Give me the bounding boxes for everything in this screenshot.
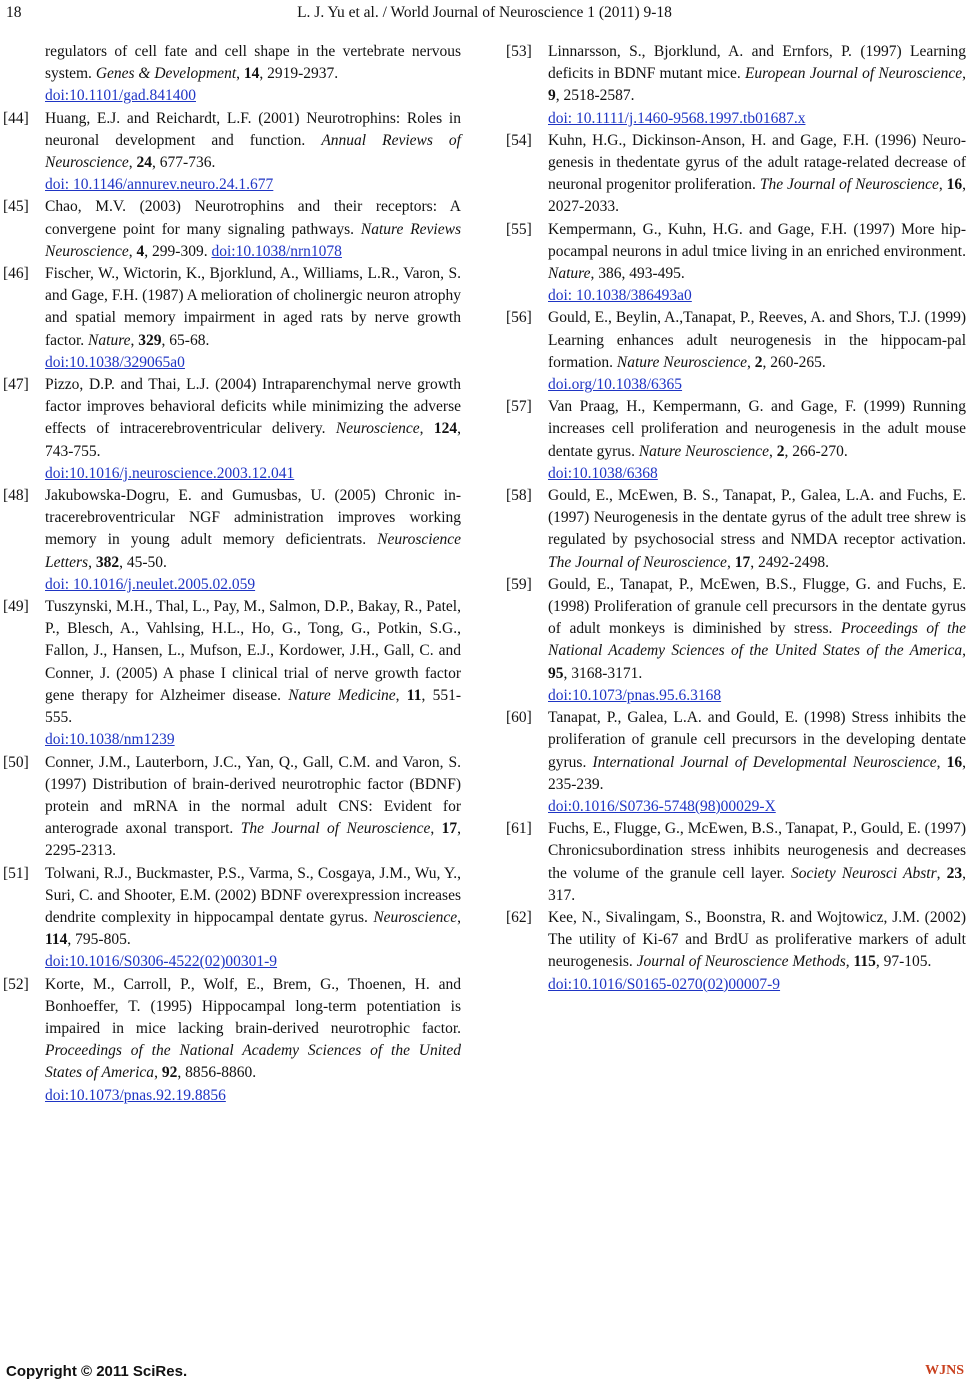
reference-volume: 92 bbox=[161, 1064, 178, 1082]
reference-journal: European Journal of Neuroscience bbox=[744, 65, 963, 83]
reference-citation: Fischer, W., Wictorin, K., Bjorklund, A., Williams, L.R., Varon, S. and Gage, F.H. (1987) A melioration of cholinergic neuron atrophy and spatial memory impairment in aged rats by nerve growth factor. bbox=[45, 265, 461, 349]
reference-pages: , 45-50. bbox=[119, 553, 167, 571]
reference-entry bbox=[3, 752, 462, 863]
reference-journal: Society Neurosci Abstr bbox=[790, 864, 937, 882]
reference-citation: Kee, N., Sivalingam, S., Boonstra, R. and Wojtowicz, J.M. (2002) The utility of Ki-67 and BrdU as proliferative markers of adult neurogenesis. bbox=[548, 908, 966, 971]
reference-citation: Gould, E., McEwen, B. S., Tanapat, P., Galea, L.A. and Fuchs, E. (1997) Neurogenesis in the dentate gyrus of the adult tree shrew is regulated by psychosocial stress and NMDA receptor activation. bbox=[548, 487, 966, 549]
copyright-notice: Copyright © 2011 SciRes. bbox=[6, 1363, 188, 1380]
reference-number: [58] bbox=[506, 487, 532, 505]
reference-text bbox=[45, 598, 461, 726]
reference-separator: , bbox=[962, 642, 966, 660]
reference-pages: , 299-309. bbox=[144, 242, 212, 260]
reference-journal: Journal of Neuroscience Methods bbox=[636, 953, 846, 971]
reference-volume: 24 bbox=[136, 154, 153, 172]
reference-citation: Korte, M., Carroll, P., Wolf, E., Brem, G., Thoenen, H. and Bonhoeffer, T. (1995) Hippocampal long-term potentiation is impaired in mice lacking brain-derived neurotrophic factor. bbox=[45, 975, 461, 1037]
reference-entry bbox=[506, 907, 966, 996]
reference-journal: Proceedings of the National Academy Sciences of the United States of America bbox=[45, 1042, 461, 1082]
reference-pages: , 2518-2587. bbox=[555, 87, 635, 105]
reference-citation: Kuhn, H.G., Dickinson-Anson, H. and Gage, F.H. (1996) Neuro-genesis in thedentate gyrus of the adult ratage-related decrease of neuronal progenitor proliferation. bbox=[548, 131, 966, 194]
reference-entry bbox=[506, 307, 966, 396]
reference-separator: , bbox=[130, 331, 139, 349]
reference-volume: 382 bbox=[95, 553, 120, 571]
reference-text bbox=[548, 309, 966, 370]
reference-text bbox=[548, 43, 966, 104]
reference-entry bbox=[506, 130, 967, 219]
reference-pages: , 677-736. bbox=[152, 154, 216, 172]
reference-number: [56] bbox=[506, 309, 532, 327]
reference-volume: 2 bbox=[754, 353, 763, 371]
reference-number: [51] bbox=[3, 864, 29, 882]
reference-pages: , 260-265. bbox=[762, 353, 826, 371]
page-number: 18 bbox=[6, 4, 22, 21]
reference-citation: Fuchs, E., Flugge, G., McEwen, B.S., Tanapat, P., Gould, E. (1997) Chronicsubordination stress inhibits neurogenesis and decreases the volume of the granule cell layer. bbox=[548, 820, 966, 882]
reference-separator: , bbox=[845, 953, 854, 971]
reference-text bbox=[548, 487, 966, 571]
doi-link[interactable]: doi:10.1038/nm1239 bbox=[45, 731, 175, 749]
reference-journal: The Journal of Neuroscience bbox=[759, 176, 939, 194]
reference-entry bbox=[3, 196, 461, 263]
reference-text bbox=[45, 865, 461, 949]
doi-link[interactable]: doi:0.1016/S0736-5748(98)00029-X bbox=[548, 797, 776, 815]
reference-separator: , bbox=[128, 154, 137, 172]
reference-text bbox=[548, 221, 966, 282]
reference-separator: , bbox=[938, 176, 947, 194]
reference-text bbox=[45, 198, 461, 259]
journal-abbreviation: WJNS bbox=[925, 1363, 964, 1378]
reference-text bbox=[45, 110, 461, 171]
reference-number: [50] bbox=[3, 753, 29, 771]
reference-journal: Genes & Development bbox=[95, 65, 237, 83]
reference-entry bbox=[506, 396, 966, 485]
reference-entry bbox=[506, 485, 966, 574]
reference-citation: Gould, E., Tanapat, P., McEwen, B.S., Flugge, G. and Fuchs, E. (1998) Proliferation of granule cell precursors in the dentate gyrus of adult monkeys is diminished by stress. bbox=[548, 575, 966, 638]
reference-number: [57] bbox=[506, 398, 532, 416]
reference-journal: Neuroscience bbox=[335, 420, 420, 438]
reference-pages: , 551-555. bbox=[45, 686, 461, 727]
reference-volume: 17 bbox=[734, 553, 751, 571]
running-head: L. J. Yu et al. / World Journal of Neuroscience 1 (2011) 9-18 bbox=[297, 4, 672, 21]
reference-volume: 329 bbox=[138, 331, 162, 349]
reference-entry bbox=[506, 707, 966, 818]
doi-link[interactable]: doi: 10.1111/j.1460-9568.1997.tb01687.x bbox=[548, 109, 806, 127]
reference-journal: International Journal of Developmental Neuroscience bbox=[592, 753, 937, 771]
reference-volume: 16 bbox=[946, 753, 963, 771]
reference-volume: 17 bbox=[441, 820, 458, 838]
reference-text bbox=[45, 376, 461, 460]
reference-text bbox=[548, 709, 966, 793]
reference-volume: 95 bbox=[548, 664, 564, 682]
reference-journal: Nature Neuroscience bbox=[638, 442, 769, 460]
reference-pages: , 266-270. bbox=[784, 442, 848, 460]
reference-citation: Gould, E., Beylin, A.,Tanapat, P., Reeves, A. and Shors, T.J. (1999) Learning enhances adult neurogenesis in the hippocam-pal formation. bbox=[548, 309, 966, 371]
reference-number: [48] bbox=[3, 487, 29, 505]
reference-separator: , bbox=[747, 353, 755, 371]
reference-journal: The Journal of Neuroscience bbox=[548, 553, 727, 571]
reference-pages: , 795-805. bbox=[67, 931, 131, 949]
reference-separator: , bbox=[128, 242, 137, 260]
reference-number: [47] bbox=[3, 376, 29, 394]
reference-number: [53] bbox=[506, 43, 532, 60]
reference-separator: , bbox=[236, 65, 244, 83]
reference-entry bbox=[3, 974, 461, 1107]
reference-pages: , 3168-3171. bbox=[563, 664, 643, 682]
reference-text bbox=[45, 976, 461, 1082]
reference-number: [62] bbox=[506, 908, 532, 926]
reference-entry bbox=[3, 108, 461, 197]
reference-text bbox=[45, 487, 461, 571]
reference-citation: Linnarsson, S., Bjorklund, A. and Ernfors, P. (1997) Learning deficits in BDNF mutant mice. bbox=[548, 43, 966, 83]
reference-pages: , 8856-8860. bbox=[177, 1064, 257, 1082]
reference-separator: , bbox=[154, 1064, 162, 1082]
reference-number: [55] bbox=[506, 220, 532, 238]
reference-number: [46] bbox=[3, 265, 29, 283]
doi-link[interactable]: doi:10.1016/S0165-0270(02)00007-9 bbox=[548, 975, 781, 993]
reference-citation: Huang, E.J. and Reichardt, L.F. (2001) Neurotrophins: Roles in neuronal development and function. bbox=[45, 109, 461, 149]
reference-text bbox=[548, 820, 966, 904]
doi-link[interactable]: doi:10.1073/pnas.95.6.3168 bbox=[548, 686, 722, 704]
reference-pages: , 97-105. bbox=[875, 953, 932, 971]
reference-text bbox=[548, 132, 966, 216]
reference-journal: Proceedings of the National Academy Sciences of the United States of the America bbox=[548, 620, 966, 660]
reference-journal: Nature Neuroscience bbox=[616, 353, 748, 371]
reference-citation: Chao, M.V. (2003) Neurotrophins and their receptors: A convergene point for many signaling pathways. bbox=[45, 198, 461, 238]
reference-text bbox=[548, 576, 966, 682]
reference-number: [45] bbox=[3, 198, 29, 216]
reference-pages: , 65-68. bbox=[161, 331, 210, 349]
reference-separator: , bbox=[430, 820, 442, 838]
reference-separator: , bbox=[768, 442, 777, 460]
doi-link[interactable]: doi:10.1038/6368 bbox=[548, 464, 658, 482]
reference-separator: , bbox=[962, 65, 966, 83]
reference-text bbox=[45, 265, 461, 349]
reference-citation: Pizzo, D.P. and Thai, L.J. (2004) Intraparenchymal nerve growth factor improves behavioral deficits while minimizing the adverse effects of intracerebroventricular delivery. bbox=[45, 376, 461, 438]
doi-link[interactable]: doi.org/10.1038/6365 bbox=[548, 376, 683, 394]
doi-link[interactable]: doi: 10.1146/annurev.neuro.24.1.677 bbox=[45, 176, 274, 194]
reference-entry bbox=[506, 219, 966, 308]
reference-number: [44] bbox=[3, 109, 29, 127]
reference-journal: Nature Medicine bbox=[288, 686, 396, 704]
reference-entry bbox=[3, 863, 461, 974]
reference-volume: 23 bbox=[946, 864, 963, 882]
reference-number: [49] bbox=[3, 598, 29, 616]
doi-link[interactable]: doi:10.1073/pnas.92.19.8856 bbox=[45, 1086, 226, 1104]
doi-link[interactable]: doi:10.1038/329065a0 bbox=[45, 353, 185, 371]
doi-link[interactable]: doi:10.1016/j.neuroscience.2003.12.041 bbox=[45, 464, 295, 482]
reference-entry bbox=[3, 374, 461, 485]
reference-journal: Annual Reviews of Neuroscience bbox=[45, 131, 461, 172]
reference-volume: 114 bbox=[45, 931, 68, 949]
reference-journal: Neuroscience Letters bbox=[45, 531, 461, 571]
reference-journal: The Journal of Neuroscience bbox=[240, 820, 431, 838]
reference-separator: , bbox=[936, 864, 947, 882]
reference-volume: 124 bbox=[433, 420, 458, 438]
doi-link[interactable]: doi:10.1101/gad.841400 bbox=[45, 87, 196, 105]
reference-number: [59] bbox=[506, 575, 532, 593]
right-reference-column bbox=[506, 41, 967, 996]
reference-entry bbox=[506, 41, 966, 130]
reference-entry bbox=[506, 818, 967, 907]
reference-entry bbox=[3, 596, 461, 751]
left-reference-column bbox=[3, 41, 462, 1107]
reference-text bbox=[548, 398, 966, 459]
reference-separator: , bbox=[590, 265, 599, 283]
reference-journal: Neuroscience bbox=[373, 908, 458, 926]
reference-pages: , 317. bbox=[548, 864, 967, 904]
reference-volume: 11 bbox=[406, 686, 422, 704]
reference-entry bbox=[3, 485, 461, 596]
reference-citation: Tolwani, R.J., Buckmaster, P.S., Varma, S., Cosgaya, J.M., Wu, Y., Suri, C. and Shooter, E.M. (2002) BDNF overexpression increases dendrite complexity in hippocampal dentate gyrus. bbox=[45, 864, 461, 926]
reference-text bbox=[548, 909, 966, 970]
reference-volume: 115 bbox=[853, 953, 876, 971]
reference-pages: , 2919-2937. bbox=[259, 65, 339, 83]
doi-link[interactable]: doi:10.1016/S0306-4522(02)00301-9 bbox=[45, 953, 278, 971]
reference-text bbox=[45, 754, 461, 860]
reference-journal: Nature bbox=[88, 331, 131, 349]
reference-separator: , bbox=[936, 753, 947, 771]
doi-link[interactable]: doi: 10.1016/j.neulet.2005.02.059 bbox=[45, 575, 256, 593]
reference-separator: , bbox=[395, 686, 407, 704]
reference-separator: , bbox=[457, 908, 461, 926]
reference-number: [60] bbox=[506, 709, 532, 727]
reference-journal: Nature Reviews Neuroscience bbox=[45, 220, 461, 260]
reference-volume: 16 bbox=[946, 176, 963, 194]
reference-volume: 4 bbox=[136, 242, 145, 260]
reference-citation: Tanapat, P., Galea, L.A. and Gould, E. (1998) Stress inhibits the proliferation of granule cell precursors in the developing dentate gyrus. bbox=[548, 709, 966, 771]
doi-link[interactable]: doi:10.1038/nrn1078 bbox=[211, 242, 342, 260]
reference-number: [54] bbox=[506, 131, 532, 149]
reference-separator: , bbox=[419, 420, 434, 438]
reference-pages: , 2295-2313. bbox=[45, 820, 462, 860]
reference-pages: , 2492-2498. bbox=[750, 553, 829, 571]
reference-volume: 9 bbox=[548, 87, 556, 105]
reference-pages: , 235-239. bbox=[548, 753, 966, 793]
reference-volume: 2 bbox=[776, 442, 785, 460]
page-header bbox=[0, 2, 969, 24]
reference-pages: , 743-755. bbox=[45, 420, 461, 460]
reference-entry bbox=[9, 41, 461, 108]
reference-text bbox=[45, 43, 461, 82]
reference-citation: Conner, J.M., Lauterborn, J.C., Yan, Q., Gall, C.M. and Varon, S. (1997) Distribution of brain-derived neurotrophic factor (BDNF) protein and mRNA in the normal adult CNS: Evident for anterograde axonal transport. bbox=[45, 753, 461, 838]
reference-citation: Van Praag, H., Kempermann, G. and Gage, F. (1999) Running increases cell proliferation and neurogenesis in the adult mouse dentate gyrus. bbox=[548, 398, 966, 460]
reference-separator: , bbox=[88, 553, 96, 571]
reference-citation: Tuszynski, M.H., Thal, L., Pay, M., Salmon, D.P., Bakay, R., Patel, P., Blesch, A., Vahlsing, H.L., Ho, G., Tong, G., Potkin, S.G., Fallon, J., Hansen, L., Mufson, E.J., Kordower, J.H., Gall, C. and Conner, J. (2005) A phase I clinical trial of nerve growth factor gene therapy for Alzheimer disease. bbox=[45, 598, 461, 704]
reference-pages: , 2027-2033. bbox=[548, 176, 967, 216]
reference-pages: 386, 493-495. bbox=[598, 265, 685, 283]
reference-separator: , bbox=[726, 553, 735, 571]
reference-citation: regulators of cell fate and cell shape in the vertebrate nervous system. bbox=[45, 43, 461, 83]
doi-link[interactable]: doi: 10.1038/386493a0 bbox=[548, 287, 692, 305]
reference-citation: Kempermann, G., Kuhn, H.G. and Gage, F.H. (1997) More hip-pocampal neurons in adul tmice living in an enriched environment. bbox=[548, 220, 966, 260]
reference-number: [61] bbox=[506, 820, 532, 838]
page-footer bbox=[0, 1363, 969, 1385]
reference-entry bbox=[506, 574, 966, 707]
reference-journal: Nature bbox=[548, 265, 591, 283]
reference-entry bbox=[3, 263, 461, 374]
reference-citation: Jakubowska-Dogru, E. and Gumusbas, U. (2005) Chronic in-tracerebroventricular NGF administration improves working memory in young adult memory deficientrats. bbox=[45, 487, 461, 549]
reference-number: [52] bbox=[3, 975, 29, 993]
reference-volume: 14 bbox=[243, 65, 260, 83]
